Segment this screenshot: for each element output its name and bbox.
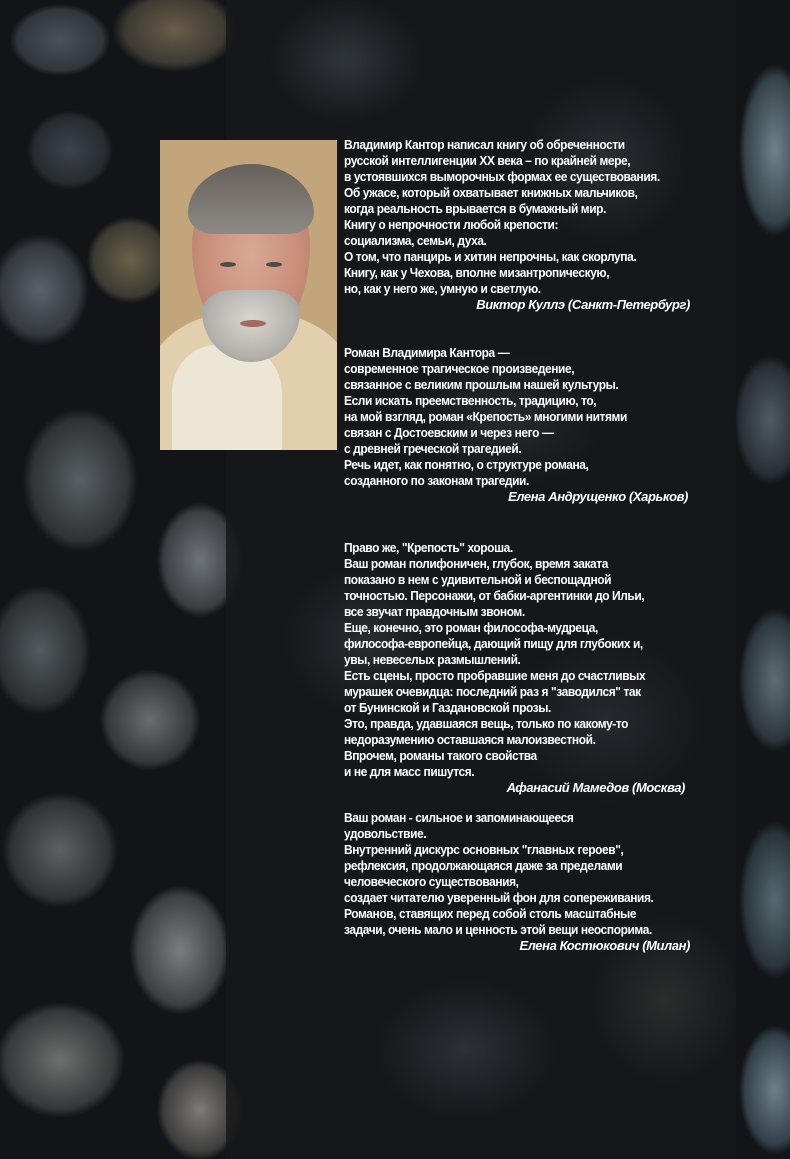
review-quote-kostyukovich — [344, 810, 724, 954]
author-portrait-photo — [160, 140, 337, 450]
review-quote-mamedov — [344, 540, 724, 796]
quote-line: Роман Владимира Кантора — — [344, 345, 510, 360]
quote-line: Внутренний дискурс основных "главных героев", — [344, 842, 624, 857]
review-quote-kulle — [344, 137, 724, 313]
quote-line: все звучат правдочным звоном. — [344, 604, 525, 619]
quote-line: мурашек очевидца: последний раз я "заводился" так — [344, 684, 641, 699]
quote-line: увы, невеселых размышлений. — [344, 652, 521, 667]
portrait-mouth — [240, 320, 266, 327]
quote-line: удовольствие. — [344, 826, 427, 841]
quote-line: Право же, "Крепость" хороша. — [344, 540, 513, 555]
quote-line: Есть сцены, просто пробравшие меня до счастливых — [344, 668, 646, 683]
portrait-eye — [220, 262, 236, 267]
quote-line: создает читателю уверенный фон для сопереживания. — [344, 890, 654, 905]
quote-line: задачи, очень мало и ценность этой вещи неоспорима. — [344, 922, 652, 937]
quote-line: связанное с великим прошлым нашей культуры. — [344, 377, 619, 392]
quote-line: на мой взгляд, роман «Крепость» многими нитями — [344, 409, 627, 424]
quote-line: Об ужасе, который охватывает книжных мальчиков, — [344, 185, 638, 200]
quote-line: современное трагическое произведение, — [344, 361, 575, 376]
quote-line: человеческого существования, — [344, 874, 519, 889]
quote-line: недоразумению оставшаяся малоизвестной. — [344, 732, 596, 747]
quote-line: русской интеллигенции XX века – по крайней мере, — [344, 153, 631, 168]
quote-line: Впрочем, романы такого свойства — [344, 748, 537, 763]
quote-line: рефлексия, продолжающаяся даже за пределами — [344, 858, 623, 873]
quote-author: Виктор Куллэ (Санкт-Петербург) — [476, 297, 690, 312]
quote-line: Ваш роман полифоничен, глубок, время заката — [344, 556, 608, 571]
quote-line: и не для масс пишутся. — [344, 764, 475, 779]
quote-author: Елена Андрущенко (Харьков) — [508, 489, 688, 504]
quote-line: от Бунинской и Газдановской прозы. — [344, 700, 551, 715]
quote-line: связан с Достоевским и через него — — [344, 425, 554, 440]
quote-line: Книгу о непрочности любой крепости: — [344, 217, 559, 232]
quote-line: в устоявшихся выморочных формах ее существования. — [344, 169, 660, 184]
quote-author: Елена Костюкович (Милан) — [519, 938, 690, 953]
quote-line: точностью. Персонажи, от бабки-аргентинки до Ильи, — [344, 588, 645, 603]
quote-author: Афанасий Мамедов (Москва) — [506, 780, 685, 795]
quote-line: Книгу, как у Чехова, вполне мизантропическую, — [344, 265, 610, 280]
portrait-sweater — [172, 345, 282, 450]
review-quote-andrushchenko — [344, 345, 724, 505]
quote-line: с древней греческой трагедией. — [344, 441, 522, 456]
quote-line: но, как у него же, умную и светлую. — [344, 281, 541, 296]
quote-line: созданного по законам трагедии. — [344, 473, 529, 488]
quote-line: О том, что панцирь и хитин непрочны, как скорлупа. — [344, 249, 637, 264]
portrait-hair — [188, 164, 314, 234]
portrait-eye — [266, 262, 282, 267]
quote-line: Речь идет, как понятно, о структуре романа, — [344, 457, 589, 472]
quote-line: Ваш роман - сильное и запоминающееся — [344, 810, 574, 825]
quote-line: социализма, семьи, духа. — [344, 233, 487, 248]
quote-line: философа-европейца, дающий пищу для глубоких и, — [344, 636, 643, 651]
quote-line: показано в нем с удивительной и беспощадной — [344, 572, 612, 587]
quote-line: Владимир Кантор написал книгу об обреченности — [344, 137, 625, 152]
quote-line: когда реальность врывается в бумажный мир. — [344, 201, 606, 216]
quote-line: Еще, конечно, это роман философа-мудреца, — [344, 620, 598, 635]
quote-line: Это, правда, удавшаяся вещь, только по какому-то — [344, 716, 629, 731]
quote-line: Романов, ставящих перед собой столь масштабные — [344, 906, 637, 921]
quote-line: Если искать преемственность, традицию, то, — [344, 393, 597, 408]
